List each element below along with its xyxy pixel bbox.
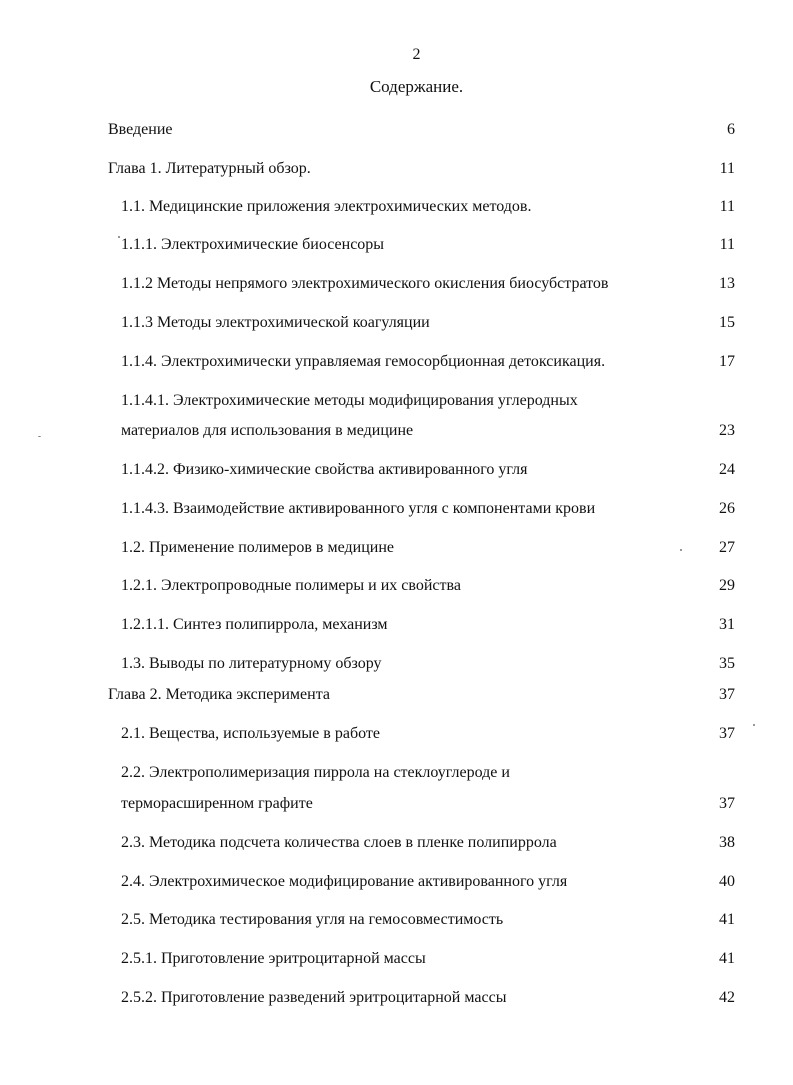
toc-entry-chapter-2[interactable] <box>0 684 793 706</box>
toc-entry-text: 1.1.4.1. Электрохимические методы модифицирования углеродных <box>121 392 578 409</box>
toc-entry[interactable] <box>0 832 793 854</box>
toc-entry-text: 1.1.4.2. Физико-химические свойства активированного угля <box>121 461 528 478</box>
toc-entry-page: 13 <box>719 275 735 292</box>
page-number: 2 <box>412 46 421 63</box>
toc-entry-text: терморасширенном графите <box>121 795 313 812</box>
toc-entry-page: 26 <box>719 500 735 517</box>
toc-entry-page: 24 <box>719 461 735 478</box>
toc-entry-text: Глава 1. Литературный обзор. <box>108 160 311 177</box>
toc-entry-page: 27 <box>719 539 735 556</box>
page-title: Содержание. <box>369 77 464 96</box>
toc-entry-page: 11 <box>719 198 735 215</box>
scan-speck <box>680 549 682 551</box>
toc-entry-page: 40 <box>719 873 735 890</box>
toc-entry-text: 1.2.1.1. Синтез полипиррола, механизм <box>121 616 388 633</box>
toc-entry-page: 23 <box>719 422 735 439</box>
toc-entry[interactable] <box>0 390 793 412</box>
toc-entry[interactable] <box>0 273 793 295</box>
toc-entry[interactable] <box>0 351 793 373</box>
toc-entry[interactable] <box>0 498 793 520</box>
toc-entry-text: 2.2. Электрополимеризация пиррола на стеклоуглероде и <box>121 764 510 781</box>
toc-entry[interactable] <box>0 948 793 970</box>
toc-entry-text: 2.5. Методика тестирования угля на гемосовместимость <box>121 911 504 928</box>
toc-entry-page: 38 <box>719 834 735 851</box>
toc-entry-page: 41 <box>719 950 735 967</box>
toc-entry-text: материалов для использования в медицине <box>121 422 414 439</box>
toc-entry-text: 1.1. Медицинские приложения электрохимических методов. <box>121 198 532 215</box>
toc-entry[interactable] <box>0 653 793 675</box>
toc-entry[interactable] <box>0 987 793 1009</box>
toc-entry-page: 29 <box>719 577 735 594</box>
toc-entry-text: 1.1.2 Методы непрямого электрохимического окисления биосубстратов <box>121 275 609 292</box>
toc-entry[interactable] <box>0 871 793 893</box>
toc-entry-text: Введение <box>108 121 173 138</box>
toc-entry-text: 1.2. Применение полимеров в медицине <box>121 539 394 556</box>
toc-entry-page: 42 <box>719 989 735 1006</box>
toc-entry-page: 37 <box>719 795 735 812</box>
toc-entry[interactable] <box>0 909 793 931</box>
toc-entry[interactable] <box>0 723 793 745</box>
toc-entry-continuation[interactable] <box>0 420 793 442</box>
toc-entry-page: 15 <box>719 314 735 331</box>
scan-speck <box>118 236 120 238</box>
toc-entry-page: 37 <box>719 686 735 703</box>
toc-entry[interactable] <box>0 614 793 636</box>
scan-speck <box>38 436 41 437</box>
toc-entry-text: 1.1.1. Электрохимические биосенсоры <box>121 236 385 253</box>
toc-entry-continuation[interactable] <box>0 793 793 815</box>
toc-entry-text: 2.5.2. Приготовление разведений эритроцитарной массы <box>121 989 507 1006</box>
toc-entry-text: 1.3. Выводы по литературному обзору <box>121 655 382 672</box>
toc-entry-text: 2.3. Методика подсчета количества слоев в пленке полипиррола <box>121 834 557 851</box>
toc-entry-page: 6 <box>727 121 735 138</box>
toc-entry-text: 1.2.1. Электропроводные полимеры и их свойства <box>121 577 461 594</box>
toc-entry[interactable] <box>0 575 793 597</box>
toc-entry-page: 11 <box>719 160 735 177</box>
scan-speck <box>753 724 755 726</box>
toc-entry-text: 1.1.4. Электрохимически управляемая гемосорбционная детоксикация. <box>121 353 606 370</box>
toc-entry-page: 11 <box>719 236 735 253</box>
toc-entry-page: 31 <box>719 616 735 633</box>
toc-entry-text: Глава 2. Методика эксперимента <box>108 686 330 703</box>
toc-entry-introduction[interactable] <box>0 119 793 141</box>
toc-entry-page: 17 <box>719 353 735 370</box>
toc-entry[interactable] <box>0 459 793 481</box>
toc-entry-text: 2.4. Электрохимическое модифицирование активированного угля <box>121 873 568 890</box>
toc-entry-chapter-1[interactable] <box>0 158 793 180</box>
toc-entry-page: 41 <box>719 911 735 928</box>
toc-entry[interactable] <box>0 537 793 559</box>
toc-entry-text: 1.1.3 Методы электрохимической коагуляции <box>121 314 430 331</box>
toc-entry-page: 37 <box>719 725 735 742</box>
toc-entry-text: 1.1.4.3. Взаимодействие активированного угля с компонентами крови <box>121 500 596 517</box>
toc-entry[interactable] <box>0 312 793 334</box>
toc-entry-page: 35 <box>719 655 735 672</box>
toc-entry[interactable] <box>0 762 793 784</box>
toc-entry[interactable] <box>0 196 793 218</box>
toc-entry-text: 2.5.1. Приготовление эритроцитарной массы <box>121 950 426 967</box>
toc-entry-text: 2.1. Вещества, используемые в работе <box>121 725 380 742</box>
